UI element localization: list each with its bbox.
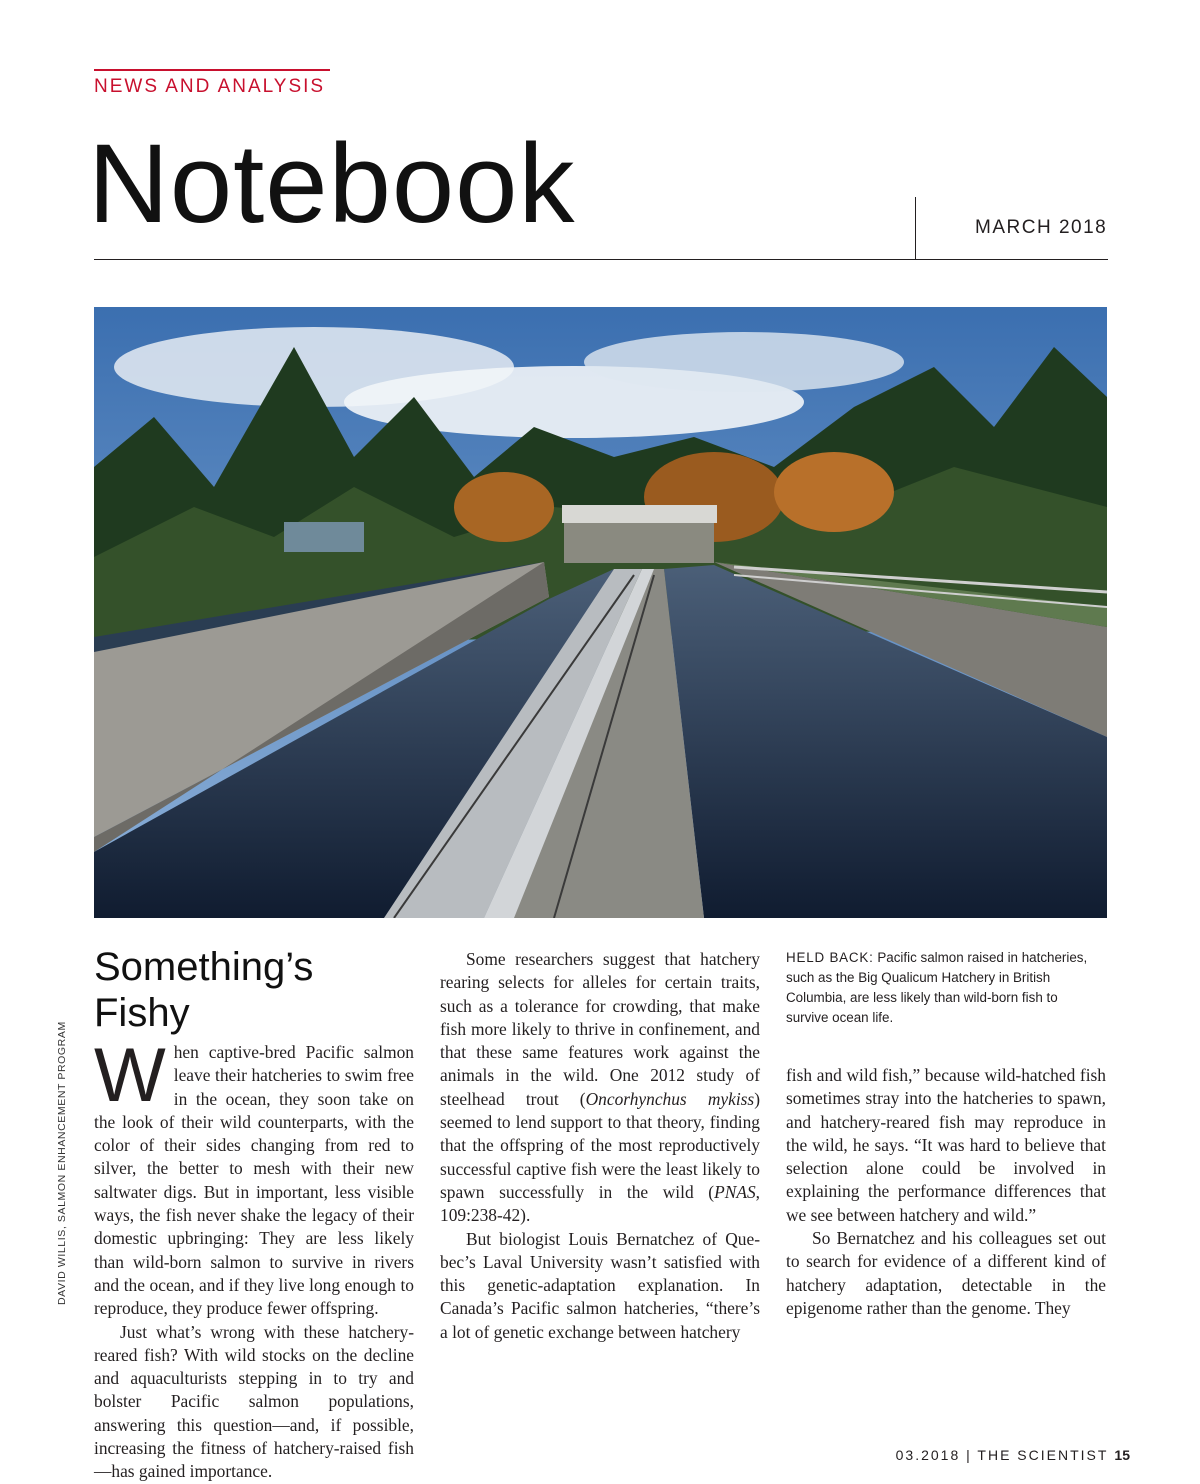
page-number: 15	[1114, 1447, 1130, 1463]
text-column-1	[94, 1033, 414, 1484]
paragraph-3-text-b: ) seemed to lend support to that theory, finding that the offspring of the most reproductively successful captive fish were the least likely to spawn successfully in the wild (	[440, 1088, 760, 1202]
section-label: NEWS AND ANALYSIS	[94, 76, 326, 97]
article-headline: Something’s Fishy	[94, 945, 314, 1035]
page-title: Notebook	[88, 121, 576, 246]
section-rule	[94, 69, 330, 71]
paragraph-2: Just what’s wrong with these hatchery-reared fish? With wild stocks on the decline and aquaculturists stepping in to try and bolster Pacific salmon populations, answering this question—and, if possible, increasing the fitness of hatchery-raised fish—has gained importance.	[94, 1321, 414, 1482]
photo-credit: DAVID WILLIS, SALMON ENHANCEMENT PROGRAM	[56, 1021, 68, 1305]
photo-caption	[786, 948, 1101, 1028]
footer-issue: 03.2018 | THE SCIENTIST	[895, 1447, 1109, 1463]
drop-cap: W	[94, 1033, 166, 1118]
paragraph-1	[94, 1033, 414, 1321]
paragraph-5: So Bernatchez and his colleagues set out to search for evidence of a different kind of hatchery adaptation, detectable in the epigenome rather than the genome. They	[786, 1228, 1106, 1318]
paragraph-4-continued: fish and wild fish,” because wild-hatched fish sometimes stray into the hatcheries to spawn, and hatchery-reared fish may reproduce in the wild, he says. “It was hard to believe that selection alone could be involved in explaining the performance differences that we see between hatchery and wild.”	[786, 1065, 1106, 1225]
issue-date: MARCH 2018	[975, 217, 1108, 238]
page-footer	[896, 1447, 1130, 1463]
hatchery-photo	[94, 307, 1107, 918]
journal-name: PNAS	[714, 1181, 756, 1202]
paragraph-3-text-a: Some researchers suggest that hatchery rearing selects for alleles for certain traits, such as a tolerance for crowding, that make fish more likely to thrive in confinement, and that these same features work against the animals in the wild. One 2012 study of steelhead trout (	[440, 949, 760, 1109]
paragraph-3	[440, 948, 760, 1228]
paragraph-3-text-c: , 109:238-42).	[440, 1181, 760, 1226]
date-divider	[915, 197, 916, 260]
text-column-3	[786, 1064, 1106, 1320]
caption-label: HELD BACK:	[786, 950, 874, 965]
species-name: Oncorhynchus mykiss	[585, 1088, 755, 1109]
paragraph-1-text: hen captive-bred Pacific salmon leave their hatcheries to swim free in the ocean, they soon take on the look of their wild counterparts, with the color of their sides changing from red to silver, the better to mesh with their new saltwater digs. But in important, less visible ways, the fish never shake the legacy of their domestic upbringing: They are less likely than wild-born salmon to survive in rivers and the ocean, and if they live long enough to reproduce, they produce fewer offspring.	[94, 1042, 414, 1319]
header-rule	[94, 259, 1108, 260]
text-column-2	[440, 948, 760, 1344]
paragraph-4: But biologist Louis Bernatchez of Quebec’s Laval University wasn’t satisfied with this genetic-adaptation explanation. In Canada’s Pacific salmon hatcheries, “there’s a lot of genetic exchange between hatchery	[440, 1228, 760, 1342]
caption-text: Pacific salmon raised in hatcheries, such as the Big Qualicum Hatchery in British Columbia, are less likely than wild-born fish to survive ocean life.	[786, 950, 1088, 1025]
